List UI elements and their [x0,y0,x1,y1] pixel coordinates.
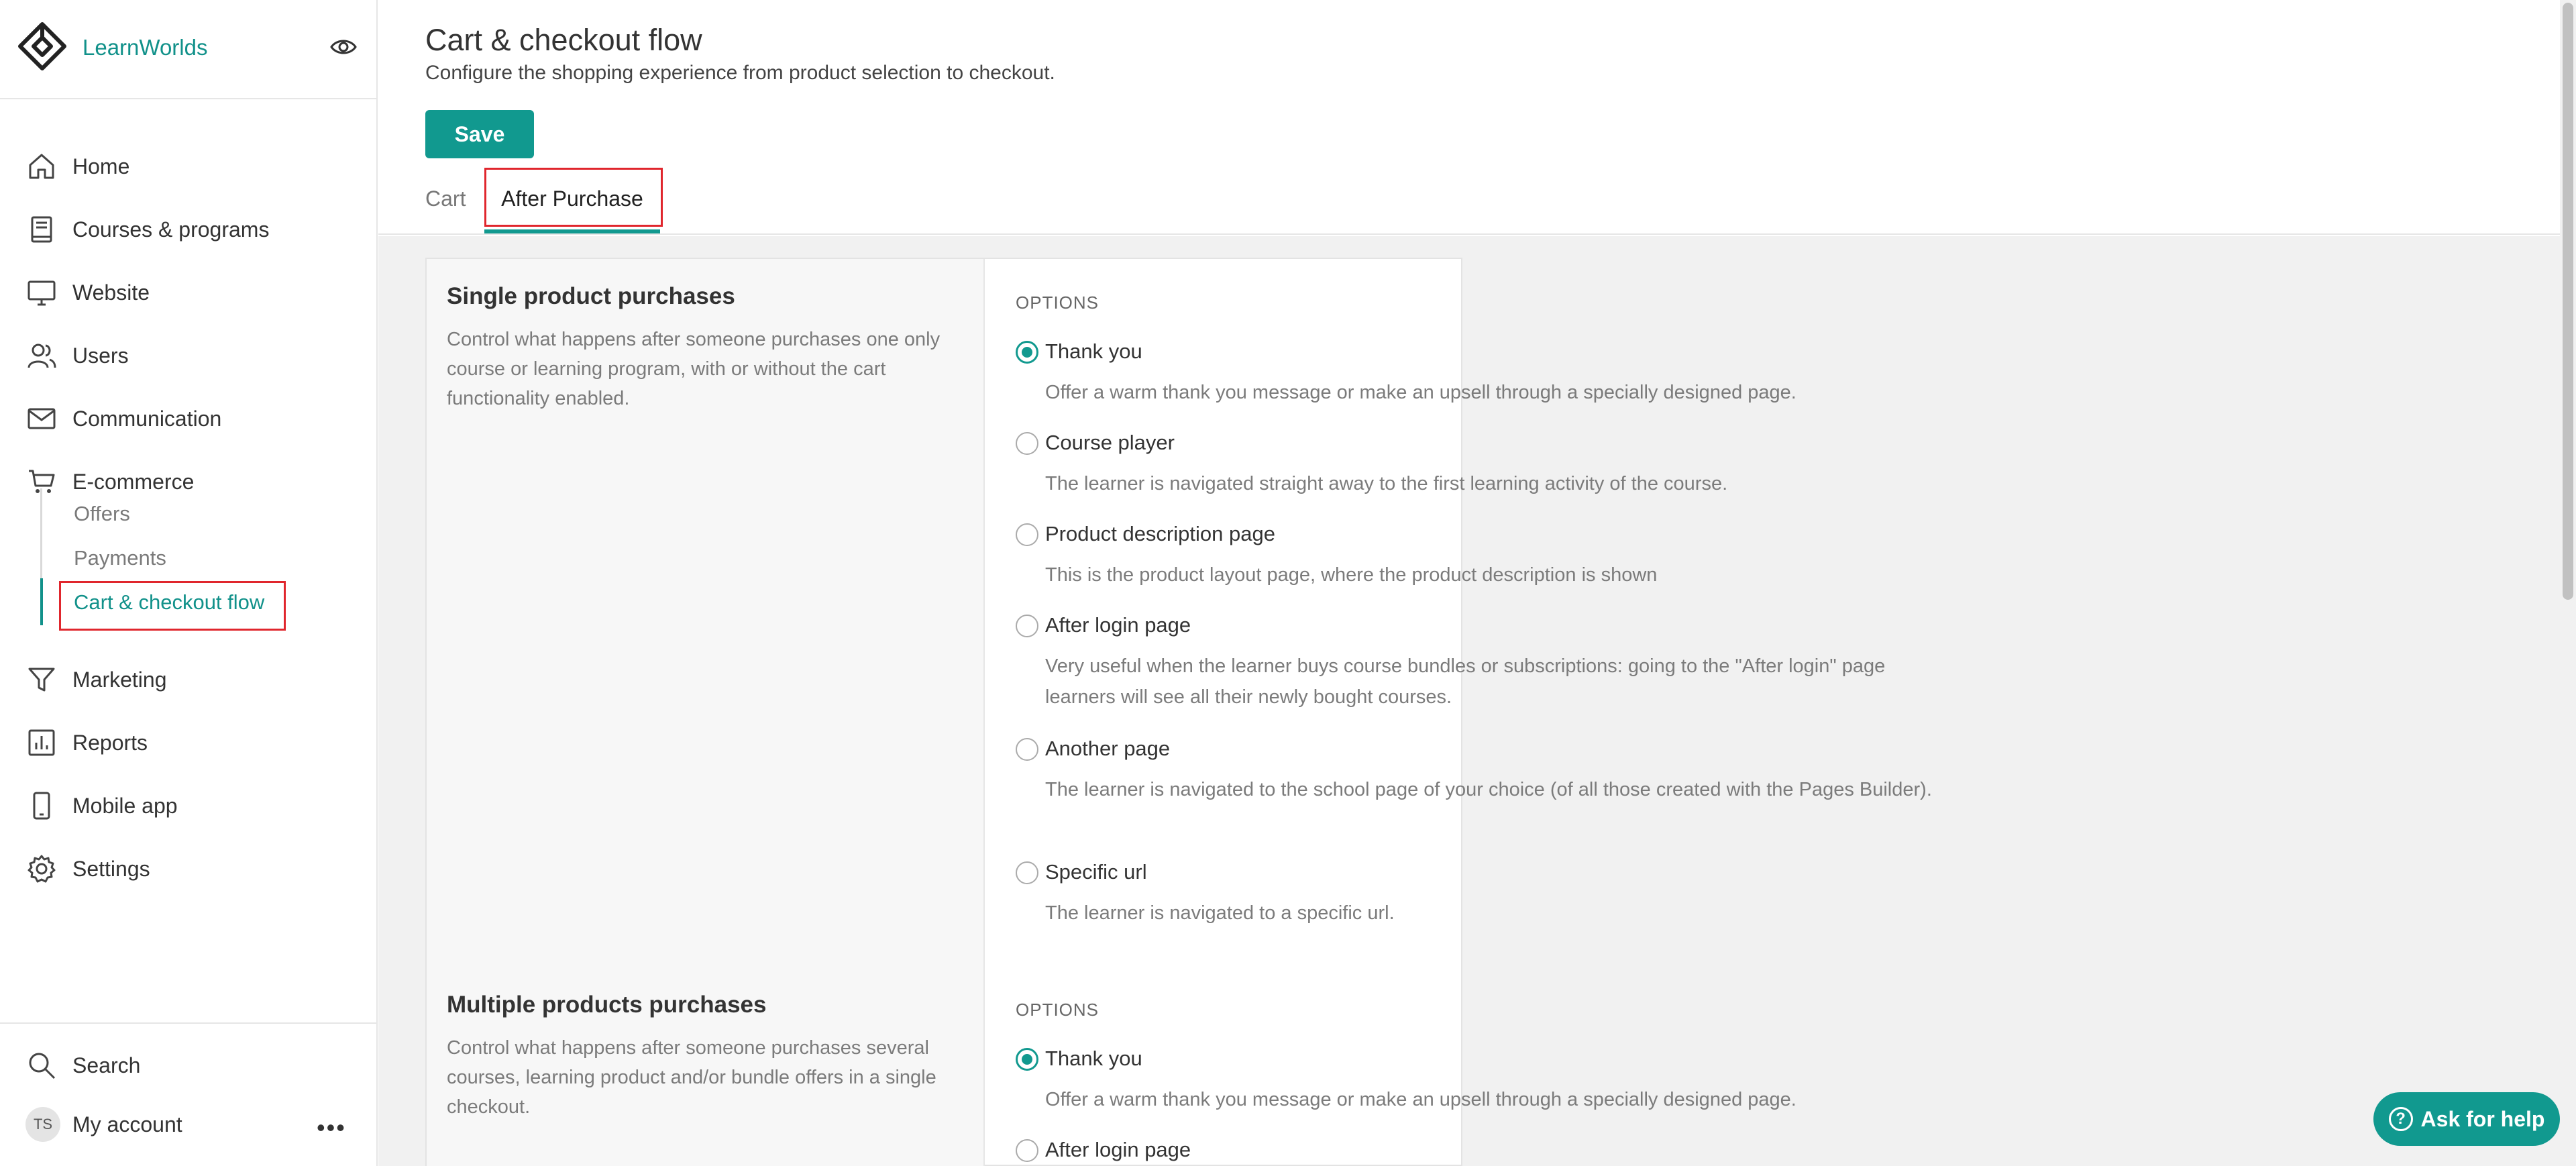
option-title: Specific url [1045,860,1147,884]
tab-cart[interactable]: Cart [425,186,466,211]
brand-header [0,0,376,99]
nav-item-home[interactable] [0,140,376,193]
scrollbar-thumb[interactable] [2563,3,2573,600]
radio-button[interactable] [1016,1048,1038,1071]
section-title-single: Single product purchases [447,283,735,309]
eye-icon[interactable] [330,35,357,59]
highlight-box [59,581,286,631]
search-icon [25,1049,58,1081]
nav-item-label: Home [72,154,130,178]
nav-item-label: Users [72,343,129,368]
option-desc: The learner is navigated straight away to the first learning activity of the course. [1045,473,1728,494]
radio-button[interactable] [1016,1139,1038,1162]
chart-icon [25,727,58,759]
options-label: OPTIONS [1016,1000,1099,1020]
nav-item-website[interactable] [0,266,376,319]
radio-button[interactable] [1016,738,1038,761]
section-title-multiple: Multiple products purchases [447,992,767,1018]
nav-item-ecommerce[interactable] [0,455,376,509]
section-desc-multiple: Control what happens after someone purchases several courses, learning product and/or bundle offers in a single checkout. [447,1037,936,1118]
sub-item-offers[interactable]: Offers [74,502,130,525]
nav-item-label: My account [72,1112,182,1136]
nav-item-label: Marketing [72,667,167,692]
option-title: After login page [1045,613,1191,637]
funnel-icon [25,664,58,696]
option-desc: The learner is navigated to a specific url. [1045,902,1395,924]
sub-item-payments[interactable]: Payments [74,546,166,570]
settings-card [425,258,1932,1166]
nav-item-mobile-app[interactable] [0,779,376,833]
mail-icon [25,403,58,435]
option-desc: Very useful when the learner buys course bundles or subscriptions: going to the "After login" page learners will see all their newly bought courses. [1045,655,1886,708]
users-icon [25,339,58,372]
nav-item-label: E-commerce [72,469,195,494]
option-desc: Offer a warm thank you message or make an upsell through a specially designed page. [1045,1089,1796,1110]
more-options-icon[interactable]: ••• [317,1114,346,1141]
radio-button[interactable] [1016,341,1038,364]
nav-item-label: Communication [72,406,222,431]
option-title: After login page [1045,1138,1191,1161]
option-desc: This is the product layout page, where the product description is shown [1045,564,1658,586]
save-button[interactable]: Save [425,110,534,158]
gear-icon [25,853,58,885]
option-desc: The learner is navigated to the school page of your choice (of all those created with the Pages Builder). [1045,779,1932,800]
sidebar-divider [0,1022,376,1024]
nav-item-label: Search [72,1053,141,1077]
nav-item-label: Courses & programs [72,217,270,242]
tab-after-purchase[interactable]: After Purchase [501,186,643,211]
option-title: Another page [1045,737,1171,760]
sidebar [0,0,378,1166]
home-icon [25,150,58,182]
option-desc: Offer a warm thank you message or make an upsell through a specially designed page. [1045,382,1796,403]
nav-item-marketing[interactable] [0,653,376,706]
radio-button[interactable] [1016,432,1038,455]
page-subtitle: Configure the shopping experience from product selection to checkout. [425,62,1055,84]
option-title: Product description page [1045,522,1275,545]
active-tab-indicator [484,229,660,233]
phone-icon [25,790,58,822]
page-title: Cart & checkout flow [425,23,702,57]
radio-button[interactable] [1016,615,1038,637]
brand-name: LearnWorlds [83,35,208,60]
nav-item-label: Mobile app [72,793,178,818]
nav-item-settings[interactable] [0,842,376,896]
option-title: Thank you [1045,1047,1142,1070]
sub-item-cart-checkout-flow[interactable]: Cart & checkout flow [74,590,265,614]
radio-button[interactable] [1016,861,1038,884]
nav-item-users[interactable] [0,329,376,382]
nav-item-label: Reports [72,730,148,755]
nav-item-reports[interactable] [0,716,376,770]
nav-item-communication[interactable] [0,392,376,445]
section-desc-single: Control what happens after someone purchases one only course or learning program, with or without the cart functionality enabled. [447,329,941,409]
ask-for-help-button[interactable] [2373,1092,2560,1146]
highlight-box [484,168,663,227]
scrollbar[interactable] [2560,0,2576,1166]
radio-button[interactable] [1016,523,1038,546]
avatar[interactable]: TS [25,1107,60,1142]
option-title: Course player [1045,431,1175,454]
options-label: OPTIONS [1016,293,1099,313]
help-icon: ? [2389,1107,2413,1131]
option-title: Thank you [1045,339,1142,363]
monitor-icon [25,276,58,309]
help-label: Ask for help [2420,1106,2545,1131]
learnworlds-logo [16,20,68,72]
submenu-active-indicator [40,578,43,625]
nav-item-courses[interactable] [0,203,376,256]
nav-item-search[interactable] [0,1039,376,1092]
nav-item-label: Website [72,280,150,305]
main-content [378,0,2576,1166]
tab-bar [378,165,2576,235]
nav-item-label: Settings [72,856,150,881]
book-icon [25,213,58,246]
